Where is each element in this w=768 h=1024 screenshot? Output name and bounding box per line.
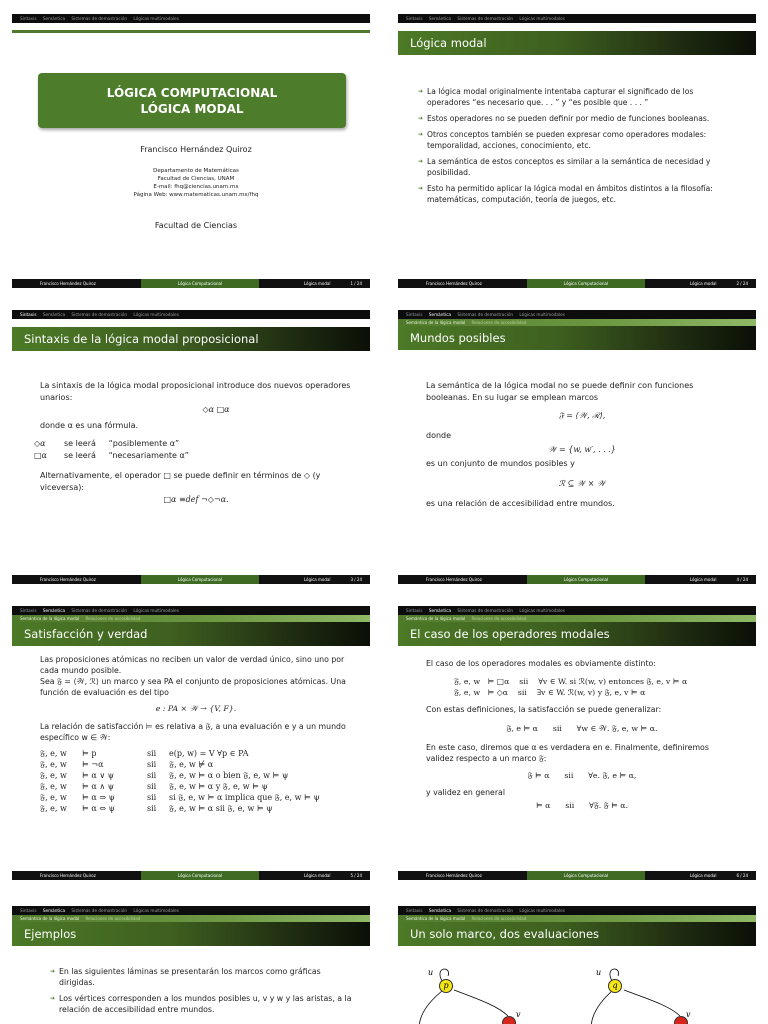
footer-author: Francisco Hernández Quiroz (12, 279, 141, 288)
footer-topic: Lógica modal (689, 577, 717, 582)
sub-nav (398, 615, 756, 622)
nav-item-multimodales[interactable]: Lógicas multimodales (519, 908, 565, 913)
operators: ◇α □α (202, 405, 230, 414)
subnav-next[interactable]: Relaciones de accesibilidad (471, 616, 527, 621)
bullet-item: ➔ Estos operadores no se pueden definir por medio de funciones booleanas. (418, 113, 738, 124)
title-line-1: LÓGICA COMPUTACIONAL (106, 86, 278, 100)
bullet-list (418, 86, 738, 205)
footer-topic: Lógica modal (689, 281, 717, 286)
slide-7 (12, 906, 370, 1024)
nav-item-semantica[interactable]: Semántica (428, 608, 452, 613)
alt-text: Alternativamente, el operador □ se puede definir en términos de ◇ (y viceversa): (40, 471, 321, 492)
row-formula: ⊨ α ∨ ψ (82, 771, 115, 780)
where-text: donde α es una fórmula. (40, 421, 139, 430)
row-sii: sii (147, 804, 157, 813)
row-formula: ⊨ ¬α (82, 760, 104, 769)
nav-item-multimodales[interactable]: Lógicas multimodales (133, 16, 179, 21)
nav-item-multimodales[interactable]: Lógicas multimodales (519, 312, 565, 317)
slide-6 (398, 606, 756, 880)
slide-5 (12, 606, 370, 880)
satisfaction-row (40, 770, 352, 781)
nav-item-sistemas[interactable]: Sistemas de demostración (71, 608, 128, 613)
nav-item-semantica[interactable]: Semántica (428, 908, 452, 913)
donde-text: donde (426, 431, 452, 440)
bullet-item: ➔ Los vértices corresponden a los mundos posibles u, v y w y las aristas, a la relación de accesibilidad entre mundos. (50, 993, 352, 1015)
slide-body (426, 380, 738, 510)
graph-edges (398, 964, 756, 1024)
subnav-next[interactable]: Relaciones de accesibilidad (85, 916, 141, 921)
label-u-1: u (428, 968, 434, 977)
row-lhs: 𝔉, e, w (40, 793, 67, 802)
nav-item-sistemas[interactable]: Sistemas de demostración (457, 608, 514, 613)
row-lhs: 𝔉, e, w (40, 749, 67, 758)
para-2: Con estas definiciones, la satisfacción se puede generalizar: (426, 705, 662, 714)
label-v-2: v (686, 1010, 691, 1019)
frame-formula: 𝔉 = ⟨𝒲, ℛ⟩, (558, 411, 606, 420)
footer-course: Lógica Computacional (527, 871, 645, 880)
nav-bar (12, 906, 370, 915)
edge-u-v-1 (454, 990, 508, 1016)
row-formula: ⊨ α ∧ ψ (82, 782, 115, 791)
bullet-item: ➔ En las siguientes láminas se presentarán los marcos como gráficas dirigidas. (50, 966, 352, 988)
bullet-item: ➔ Otros conceptos también se pueden expresar como operadores modales: temporalidad, acciones, conocimiento, etc. (418, 129, 738, 151)
footer (12, 279, 370, 288)
world-node-p: p (439, 979, 453, 993)
nav-bar (12, 310, 370, 319)
nav-item-semantica[interactable]: Semántica (42, 608, 66, 613)
faculty-line: Facultad de Ciencias, UNAM (157, 176, 235, 182)
para-1: Las proposiciones atómicas no reciben un valor de verdad único, sino uno por cada mundo posible. (40, 655, 345, 675)
slide-title: Mundos posibles (398, 326, 756, 350)
footer-author: Francisco Hernández Quiroz (12, 871, 141, 880)
slide-title: Un solo marco, dos evaluaciones (398, 922, 756, 946)
footer-topic: Lógica modal (303, 873, 331, 878)
footer (12, 871, 370, 880)
bullet-list-container (418, 86, 738, 210)
read1-symbol: ◇α (34, 439, 46, 448)
satisfaction-row (40, 748, 352, 759)
page-number: 1 / 24 (350, 281, 362, 286)
subnav-section[interactable]: Semántica de la lógica modal (20, 916, 80, 921)
nav-bar (398, 906, 756, 915)
footer (398, 575, 756, 584)
nav-item-sistemas[interactable]: Sistemas de demostración (71, 16, 128, 21)
page-number: 5 / 24 (350, 873, 362, 878)
subnav-section[interactable]: Semántica de la lógica modal (20, 616, 80, 621)
bullet-item: ➔ Esto ha permitido aplicar la lógica modal en ámbitos distintos a la filosofía: matemáticas, computación, teoría de juegos, etc. (418, 183, 738, 205)
nav-item-multimodales[interactable]: Lógicas multimodales (133, 608, 179, 613)
slide-title: Lógica modal (398, 31, 756, 55)
dept: Departamento de Matemáticas (153, 168, 239, 174)
footer-course: Lógica Computacional (527, 279, 645, 288)
slide-title: Sintaxis de la lógica modal proposicional (12, 327, 370, 351)
slide-2 (398, 14, 756, 288)
page-number: 6 / 24 (736, 873, 748, 878)
conj-text: es un conjunto de mundos posibles y (426, 459, 575, 468)
page-number: 4 / 24 (736, 577, 748, 582)
world-node-q: q (608, 979, 622, 993)
sub-nav (398, 319, 756, 326)
row-formula: ⊨ α ⇔ ψ (82, 804, 115, 813)
nav-item-sistemas[interactable]: Sistemas de demostración (71, 908, 128, 913)
row-rhs: si 𝔉, e, w ⊨ α implica que 𝔉, e, w ⊨ ψ (169, 793, 320, 802)
nav-item-semantica[interactable]: Semántica (42, 908, 66, 913)
nav-item-multimodales[interactable]: Lógicas multimodales (519, 16, 565, 21)
nav-item-sistemas[interactable]: Sistemas de demostración (457, 16, 514, 21)
bullet-item: ➔ La lógica modal originalmente intentaba capturar el significado de los operadores “es necesario que. . . ” y “es posible que . . . ” (418, 86, 738, 108)
subnav-next[interactable]: Relaciones de accesibilidad (471, 916, 527, 921)
slide-3 (12, 310, 370, 584)
sub-nav (12, 915, 370, 922)
footer (398, 279, 756, 288)
email[interactable]: E-mail: fhq@ciencias.unam.mx (153, 184, 239, 190)
top-accent-bar (12, 30, 370, 33)
nav-bar (12, 14, 370, 23)
worlds-formula: 𝒲 = {w, w′, . . .} (548, 445, 616, 454)
edge-u-left-2 (591, 991, 612, 1024)
read1-text: se leerá “posiblemente α” (64, 439, 180, 448)
nav-item-sintaxis[interactable]: Sintaxis (20, 16, 37, 21)
eval-formula: e : PA × 𝒲 → {V, F}. (155, 704, 237, 713)
row-sii: sii (147, 760, 157, 769)
slide-1 (12, 14, 370, 288)
diamond-rule: 𝔉, e, w ⊨ ◇α sii ∃v ∈ W. ℛ(w, v) y 𝔉, e, v ⊨ α (454, 688, 646, 697)
nav-item-sistemas[interactable]: Sistemas de demostración (457, 908, 514, 913)
nav-item-multimodales[interactable]: Lógicas multimodales (133, 908, 179, 913)
generalized-formula: 𝔉, e ⊨ α sii ∀w ∈ 𝒲. 𝔉, e, w ⊨ α. (506, 724, 658, 733)
row-rhs: 𝔉, e, w ⊨ α y 𝔉, e, w ⊨ ψ (169, 782, 268, 791)
row-formula: ⊨ α ⇒ ψ (82, 793, 115, 802)
definition: □α ≡def ¬◇¬α. (163, 495, 229, 504)
row-sii: sii (147, 782, 157, 791)
subnav-section[interactable]: Semántica de la lógica modal (406, 916, 466, 921)
row-formula: ⊨ p (82, 749, 97, 758)
footer-topic: Lógica modal (303, 577, 331, 582)
row-lhs: 𝔉, e, w (40, 782, 67, 791)
footer-topic: Lógica modal (689, 873, 717, 878)
row-rhs: e(p, w) = V ∀p ∈ PA (169, 749, 249, 758)
slide-4 (398, 310, 756, 584)
row-lhs: 𝔉, e, w (40, 804, 67, 813)
nav-bar (398, 310, 756, 319)
title-box (38, 73, 346, 128)
nav-item-multimodales[interactable]: Lógicas multimodales (519, 608, 565, 613)
nav-item-sintaxis[interactable]: Sintaxis (20, 908, 37, 913)
footer-course: Lógica Computacional (141, 575, 259, 584)
slide-8 (398, 906, 756, 1024)
read2-text: se leerá “necesariamente α” (64, 451, 189, 460)
world-node-red-2 (674, 1016, 688, 1024)
nav-item-sintaxis[interactable]: Sintaxis (406, 608, 423, 613)
nav-item-sistemas[interactable]: Sistemas de demostración (71, 312, 128, 317)
slide-body (50, 966, 352, 1020)
nav-bar (398, 606, 756, 615)
nav-item-sintaxis[interactable]: Sintaxis (406, 16, 423, 21)
nav-item-sintaxis[interactable]: Sintaxis (406, 312, 423, 317)
row-lhs: 𝔉, e, w (40, 760, 67, 769)
nav-bar (12, 606, 370, 615)
page-number: 2 / 24 (736, 281, 748, 286)
label-u-2: u (596, 968, 602, 977)
footer-course: Lógica Computacional (527, 575, 645, 584)
subnav-section[interactable]: Semántica de la lógica modal (406, 616, 466, 621)
satisfaction-row (40, 759, 352, 770)
author: Francisco Hernández Quiroz (140, 145, 252, 154)
para-3: La relación de satisfacción ⊨ es relativa a 𝔉, a una evaluación e y a un mundo específico w ∈ 𝒲: (40, 722, 346, 742)
world-node-red-1 (502, 1016, 516, 1024)
para-3: En este caso, diremos que α es verdadera en e. Finalmente, definiremos validez respecto a un marco 𝔉: (426, 743, 709, 763)
edge-u-left-1 (419, 991, 442, 1024)
footer (12, 575, 370, 584)
nav-item-sistemas[interactable]: Sistemas de demostración (457, 312, 514, 317)
nav-item-sintaxis[interactable]: Sintaxis (20, 608, 37, 613)
slide-body (34, 380, 352, 506)
bullet-list (50, 966, 352, 1015)
para-4: y validez en general (426, 788, 505, 797)
nav-bar (398, 14, 756, 23)
sub-nav (12, 615, 370, 622)
title-line-2: LÓGICA MODAL (140, 102, 244, 116)
nav-item-semantica[interactable]: Semántica (428, 312, 452, 317)
footer-course: Lógica Computacional (141, 871, 259, 880)
box-rule: 𝔉, e, w ⊨ □α sii ∀v ∈ W. si ℛ(w, v) entonces 𝔉, e, v ⊨ α (454, 677, 688, 686)
relation-formula: ℛ ⊆ 𝒲 × 𝒲 (558, 479, 606, 488)
subnav-section[interactable]: Semántica de la lógica modal (406, 320, 466, 325)
intro-text: La semántica de la lógica modal no se puede definir con funciones booleanas. En su lugar se emplean marcos (426, 381, 694, 402)
satisfaction-row (40, 781, 352, 792)
subnav-next[interactable]: Relaciones de accesibilidad (471, 320, 527, 325)
nav-item-sintaxis[interactable]: Sintaxis (406, 908, 423, 913)
read2-symbol: □α (34, 451, 47, 460)
row-rhs: 𝔉, e, w ⊨ α sii 𝔉, e, w ⊨ ψ (169, 804, 273, 813)
general-validity: ⊨ α sii ∀𝔉. 𝔉 ⊨ α. (535, 801, 629, 810)
frame-validity: 𝔉 ⊨ α sii ∀e. 𝔉, e ⊨ α, (527, 771, 637, 780)
slide-body (40, 654, 352, 814)
institute: Facultad de Ciencias (154, 221, 238, 230)
row-sii: sii (147, 793, 157, 802)
nav-item-multimodales[interactable]: Lógicas multimodales (133, 312, 179, 317)
sub-nav (398, 915, 756, 922)
footer-author: Francisco Hernández Quiroz (12, 575, 141, 584)
satisfaction-row (40, 792, 352, 803)
bullet-item: ➔ La semántica de estos conceptos es similar a la semántica de necesidad y posibilidad. (418, 156, 738, 178)
satisfaction-table (40, 748, 352, 814)
nav-item-semantica[interactable]: Semántica (428, 16, 452, 21)
affiliation (40, 167, 352, 199)
row-rhs: 𝔉, e, w ⊭ α (169, 760, 214, 769)
slide-body (426, 658, 738, 811)
row-lhs: 𝔉, e, w (40, 771, 67, 780)
footer (398, 871, 756, 880)
para-1: El caso de los operadores modales es obviamente distinto: (426, 659, 656, 668)
label-v-1: v (516, 1010, 521, 1019)
satisfaction-row (40, 803, 352, 814)
row-sii: sii (147, 749, 157, 758)
nav-item-sintaxis[interactable]: Sintaxis (20, 312, 37, 317)
row-sii: sii (147, 771, 157, 780)
row-rhs: 𝔉, e, w ⊨ α o bien 𝔉, e, w ⊨ ψ (169, 771, 289, 780)
footer-author: Francisco Hernández Quiroz (398, 279, 527, 288)
slide-title: Ejemplos (12, 922, 370, 946)
footer-author: Francisco Hernández Quiroz (398, 871, 527, 880)
relation-text: es una relación de accesibilidad entre mundos. (426, 499, 615, 508)
nav-item-semantica[interactable]: Semántica (42, 16, 66, 21)
page-number: 3 / 24 (350, 577, 362, 582)
edge-u-v-2 (624, 990, 680, 1016)
footer-topic: Lógica modal (303, 281, 331, 286)
subnav-next[interactable]: Relaciones de accesibilidad (85, 616, 141, 621)
intro-text: La sintaxis de la lógica modal proposicional introduce dos nuevos operadores unarios: (40, 381, 351, 402)
web[interactable]: Página Web: www.matematicas.unam.mx/fhq (133, 192, 259, 198)
slide-title: Satisfacción y verdad (12, 622, 370, 646)
para-2: Sea 𝔉 = ⟨𝒲, ℛ⟩ un marco y sea PA el conjunto de proposiciones atómicas. Una función de evaluación es del tipo (40, 677, 346, 697)
nav-item-semantica[interactable]: Semántica (42, 312, 66, 317)
slide-title: El caso de los operadores modales (398, 622, 756, 646)
footer-course: Lógica Computacional (141, 279, 259, 288)
footer-author: Francisco Hernández Quiroz (398, 575, 527, 584)
